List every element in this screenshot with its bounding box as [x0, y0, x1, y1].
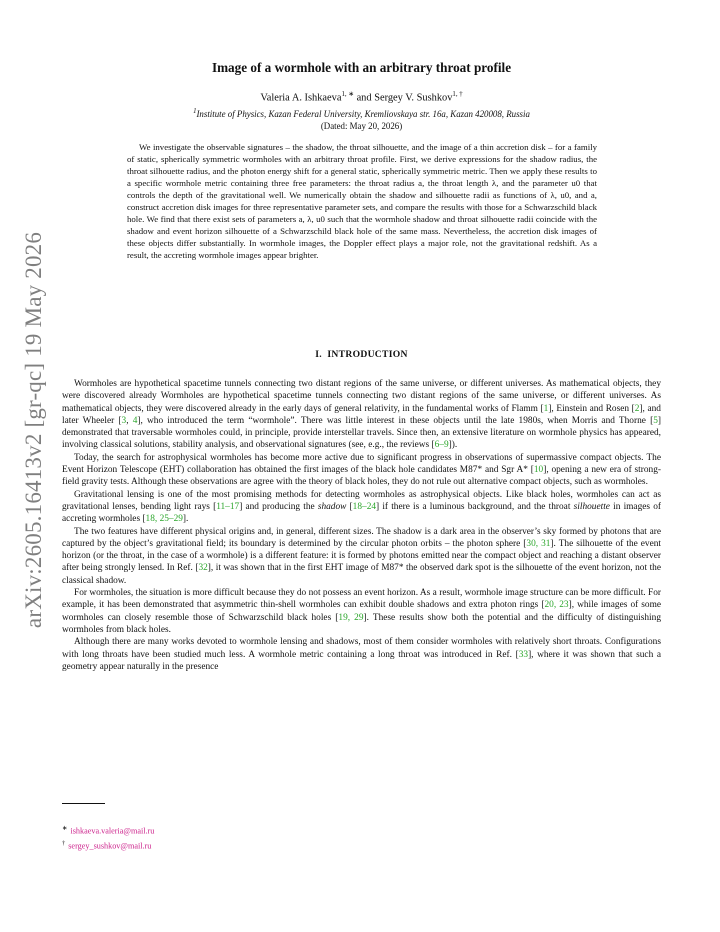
footnote-rule	[62, 803, 105, 804]
email-link[interactable]: sergey_sushkov@mail.ru	[68, 841, 152, 851]
text-run: ], opening a new era of strong-field gravity tests. Although these observations are agree with the theory of black holes, they do not rule out alternative compact objects, such as wormholes.	[62, 465, 661, 488]
citation-link[interactable]: 19, 29	[338, 612, 364, 623]
author-conjunction: and	[356, 92, 372, 104]
text-run: ], where it was shown that such a geometry appear naturally in the presence	[62, 649, 661, 672]
citation-link[interactable]: 33	[518, 649, 529, 660]
text-run: ], Einstein and Rosen [	[548, 403, 635, 414]
author-affiliation-mark: 1, †	[452, 91, 463, 98]
section-heading	[62, 349, 661, 360]
author-affiliation-mark: 1, ∗	[341, 91, 354, 98]
text-run: Today, the search for astrophysical wormholes has become more active due to significant progress in observations of supermassive compact objects. The Event Horizon Telescope (EHT) collaboration has obtained the first images of the black hole candidates M87* and Sgr A* [	[62, 452, 661, 476]
emphasis-text: shadow	[317, 501, 347, 512]
text-run: ] demonstrated that traversable wormholes could, in principle, provide interstellar travels. Since then, an extensive literature on wormhole physics has appeared, involving classical solutions, stability analysis, and observational signatures (see, e.g., the reviews [	[62, 415, 661, 451]
footnote-mark: ∗	[62, 825, 68, 832]
text-run: ].	[182, 514, 189, 525]
citation-link[interactable]: 18–24	[352, 501, 377, 512]
footnote	[62, 838, 154, 853]
citation-link[interactable]: 11–17	[216, 501, 240, 512]
text-run: For wormholes, the situation is more difficult because they do not possess an event horizon. As a result, wormhole image structure can be more difficult. For example, it has been demonstrated that asymmetric thin-shell wormholes can exhibit double shadows and extra photon rings [	[62, 588, 661, 611]
citation-link[interactable]: 18, 25–29	[145, 514, 183, 525]
emphasis-text: silhouette	[573, 501, 610, 512]
body-text	[62, 378, 661, 673]
text-run: The two features have different physical origins and, in general, different sizes. The shadow is a dark area in the observer’s sky formed by photons that are captured by the object’s gravitational field; its boundary is determined by the circular photon orbits – the photon sphere [	[62, 526, 661, 549]
citation-link[interactable]: 20, 23	[544, 600, 569, 611]
text-run: ] if there is a luminous background, and the throat	[376, 501, 574, 512]
affiliation-text: Institute of Physics, Kazan Federal University, Kremliovskaya str. 16a, Kazan 420008, Russia	[196, 108, 530, 119]
arxiv-identifier-stamp: arXiv:2605.16413v2 [gr-qc] 19 May 2026	[21, 231, 46, 629]
citation-link[interactable]: 3	[121, 415, 127, 426]
citation-link[interactable]: 5	[653, 415, 658, 426]
text-run: ,	[126, 415, 133, 426]
section-number: I.	[315, 349, 322, 360]
citation-link[interactable]: 6–9	[434, 440, 449, 451]
citation-link[interactable]: 2	[634, 403, 640, 414]
text-run: ]. The silhouette of the event horizon (or the throat, in the case of a wormhole) is a different feature: it is formed by photons emitted near the compact object and reaching a distant observer after being strongly lensed. In Ref. [	[62, 538, 661, 574]
paragraph	[62, 636, 661, 673]
paragraph	[62, 378, 661, 452]
email-link[interactable]: ishkaeva.valeria@mail.ru	[70, 826, 155, 836]
text-run: ]. These results show both the potential and the difficulty of distinguishing wormholes from black holes.	[62, 612, 661, 635]
abstract: We investigate the observable signatures – the shadow, the throat silhouette, and the image of a thin accretion disk – for a family of static, spherically symmetric wormholes with an arbitrary throat profile. First, we derive expressions for the shadow radius, the throat silhouette radius, and the photon energy shift for a general static, spherically symmetric metric. Then we apply these results to a specific wormhole metric containing three free parameters: the throat radius a, the throat length λ, and the parameter u0 that controls the depth of the gravitational well. We numerically obtain the shadow and silhouette radii as functions of λ, u0, and a, construct accretion disk images for three representative parameter sets, and compare the results with those for a Schwarzschild black hole. We find that there exist sets of parameters a, λ, u0 such that the wormhole shadow and throat silhouette radii coincide with the shadow and event horizon silhouette of a Schwarzschild black hole of the same mass. Nevertheless, the accretion disk images of these objects differ substantially. In wormhole images, the Doppler effect plays a major role, not the gravitational redshift. As a result, the accreting wormhole images appear brighter.	[127, 142, 597, 260]
paragraph	[62, 489, 661, 526]
paragraph	[62, 526, 661, 587]
section-title: INTRODUCTION	[327, 349, 408, 360]
author-name: Sergey V. Sushkov	[374, 92, 453, 104]
paragraph	[62, 452, 661, 489]
text-run: [	[346, 501, 353, 512]
text-run: in images of accreting wormholes [	[62, 501, 661, 525]
citation-link[interactable]: 10	[533, 465, 544, 476]
citation-link[interactable]: 1	[543, 403, 549, 414]
footnote-mark: †	[62, 839, 66, 847]
date-line: (Dated: May 20, 2026)	[320, 121, 403, 131]
text-run: ], while images of some wormholes can closely resemble those of Schwarzschild black holes [	[62, 600, 662, 623]
paragraph	[62, 587, 661, 636]
footnote	[62, 823, 154, 838]
text-run: ], and later Wheeler [	[62, 403, 661, 426]
text-run: ]).	[448, 440, 458, 451]
text-run: Although there are many works devoted to wormhole lensing and shadows, most of them consider wormholes with relatively short throats. Configurations with long throats have been studied much less. A wormhole metric containing a long throat was introduced in Ref. [	[62, 637, 661, 660]
affiliation	[62, 108, 661, 119]
citation-link[interactable]: 32	[198, 563, 208, 574]
affiliation-mark: 1	[193, 108, 197, 115]
author-line	[62, 90, 661, 103]
text-run: Gravitational lensing is one of the most promising methods for detecting wormholes as astrophysical objects. Like black holes, wormholes can act as gravitational lenses, bending light rays [	[62, 489, 661, 512]
citation-link[interactable]: 30, 31	[526, 538, 551, 549]
footnotes	[62, 823, 154, 852]
citation-link[interactable]: 4	[132, 415, 138, 426]
author-name: Valeria A. Ishkaeva	[260, 92, 342, 104]
text-run: ], who introduced the term “wormhole”. There was little interest in these objects until the late 1980s, when Morris and Thorne [	[137, 415, 654, 426]
text-run: ], it was shown that in the first EHT image of M87* the observed dark spot is the silhouette of the event horizon, not the classical shadow.	[62, 563, 661, 586]
paper-title: Image of a wormhole with an arbitrary throat profile	[211, 60, 512, 75]
text-run: Wormholes are hypothetical spacetime tunnels connecting two distant regions of the same universe, or different universes. As mathematical objects, they were discovered already Wormholes are hypothetical spacetime tunnels connecting two distant regions of the same universe, or different universes. As mathematical objects, they were discovered already in the early days of general relativity, in the fundamental works of Flamm [	[62, 379, 661, 414]
text-run: ] and producing the	[239, 501, 318, 512]
